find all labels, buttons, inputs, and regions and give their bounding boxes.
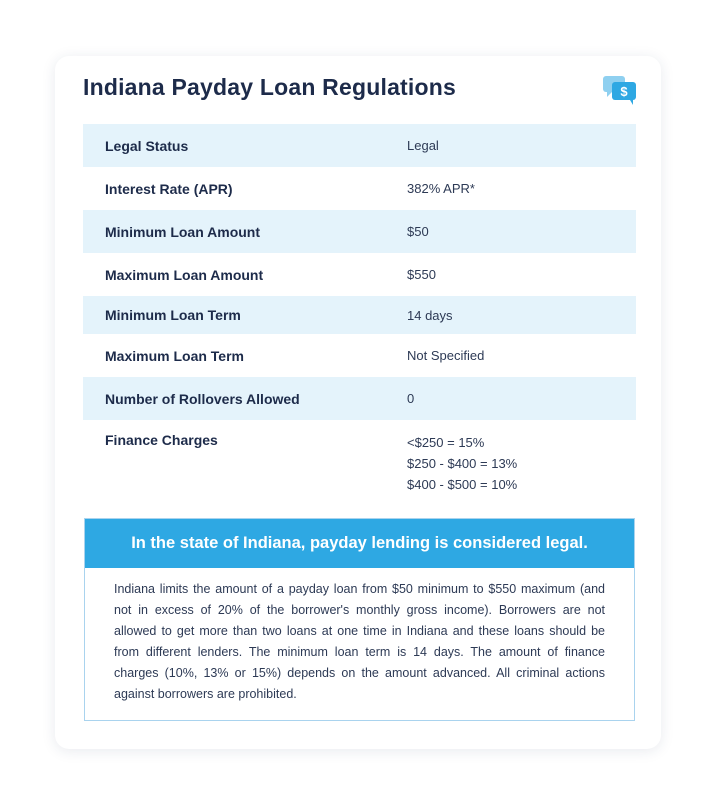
- row-value: 382% APR*: [407, 181, 475, 196]
- table-row-interest-rate: [83, 167, 636, 210]
- row-label: Minimum Loan Term: [105, 307, 241, 323]
- row-label: Legal Status: [105, 137, 189, 154]
- row-value: Legal: [407, 138, 439, 153]
- row-label: Maximum Loan Term: [105, 347, 244, 364]
- table-row-legal-status: [83, 124, 636, 167]
- row-value: 14 days: [407, 307, 453, 323]
- row-label: Number of Rollovers Allowed: [105, 390, 300, 407]
- legal-status-callout: [84, 518, 635, 721]
- page-title: Indiana Payday Loan Regulations: [83, 74, 456, 100]
- callout-heading: In the state of Indiana, payday lending is considered legal.: [85, 519, 634, 568]
- table-row-maximum-loan-amount: [83, 253, 636, 296]
- dollar-chat-bubble-icon: [603, 76, 637, 106]
- finance-charge-tier: <$250 = 15%: [407, 435, 485, 450]
- svg-text:$: $: [620, 84, 628, 99]
- finance-charge-tier: $250 - $400 = 13%: [407, 456, 518, 471]
- row-label: Interest Rate (APR): [105, 180, 233, 197]
- table-row-minimum-loan-amount: [83, 210, 636, 253]
- table-row-rollovers-allowed: [83, 377, 636, 420]
- row-value: $550: [407, 267, 436, 282]
- row-label: Maximum Loan Amount: [105, 266, 264, 283]
- regulations-table: [83, 124, 636, 506]
- table-row-finance-charges: [83, 420, 636, 506]
- regulations-card: [55, 56, 661, 749]
- table-row-minimum-loan-term: [83, 296, 636, 334]
- callout-body: Indiana limits the amount of a payday loan from $50 minimum to $550 maximum (and not in excess of 20% of the borrower's monthly gross income). Borrowers are not allowed to get more than two loans at one time in Indiana and these loans should be from different lenders. The minimum loan term is 14 days. The amount of finance charges (10%, 13% or 15%) depends on the amount advanced. All criminal actions against borrowers are prohibited.: [114, 582, 605, 701]
- row-label: Minimum Loan Amount: [105, 223, 261, 240]
- row-value: 0: [407, 391, 415, 406]
- row-value: Not Specified: [407, 348, 485, 363]
- finance-charge-tier: $400 - $500 = 10%: [407, 477, 518, 492]
- row-label: Finance Charges: [105, 432, 218, 448]
- row-value: $50: [407, 224, 429, 239]
- table-row-maximum-loan-term: [83, 334, 636, 377]
- row-value-list: [407, 432, 517, 495]
